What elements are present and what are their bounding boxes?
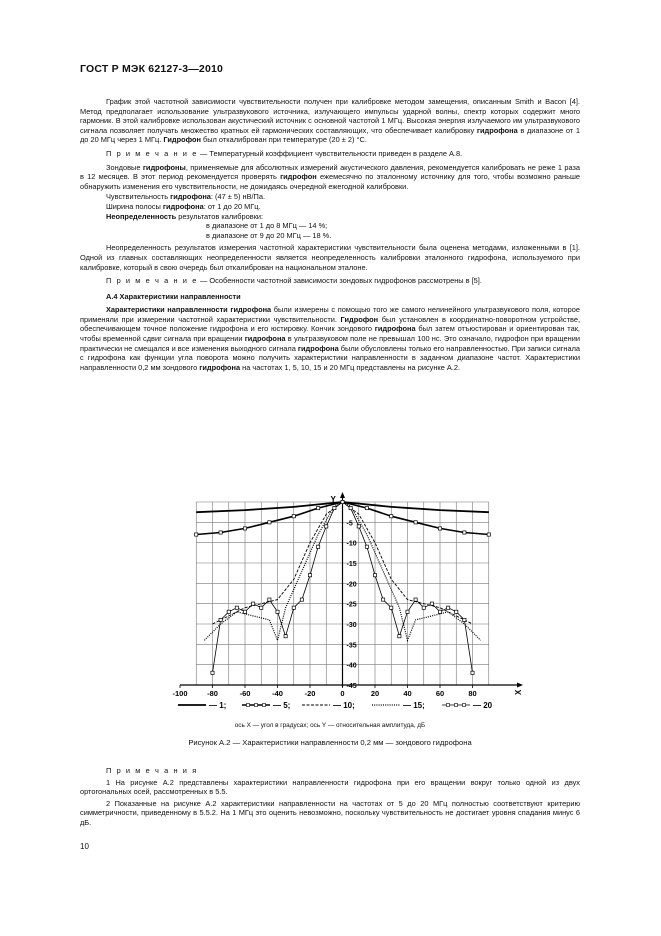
sensitivity-line (80, 192, 580, 202)
series-20-point (341, 500, 344, 503)
text-span: результатов калибровки: (176, 211, 264, 221)
directivity-chart (160, 490, 530, 718)
legend-label-5: — 5; (273, 701, 291, 710)
notes-title (80, 766, 580, 776)
bold-term: Гидрофон (340, 314, 379, 324)
y-tick-label: -20 (346, 581, 357, 589)
y-axis-arrow (340, 492, 345, 498)
series-20-point (390, 606, 393, 609)
bold-term: гидрофон (280, 172, 317, 182)
series-5-point (317, 507, 320, 510)
bold-term: гидрофона (297, 343, 339, 353)
y-tick-label: -40 (346, 662, 357, 670)
note-temperature (80, 149, 580, 159)
legend-marker (255, 704, 258, 707)
series-20-point (219, 618, 222, 621)
body-text-top (80, 97, 580, 376)
x-tick-label: -40 (272, 689, 283, 698)
series-20-point (357, 525, 360, 528)
bold-term: гидрофона (476, 125, 518, 135)
series-5-point (243, 527, 246, 530)
text-span: Зондовые (106, 162, 143, 172)
text-span: : (47 ± 5) нВ/Па. (210, 192, 266, 202)
series-20-point (349, 507, 352, 510)
legend-label-1: — 1; (209, 701, 227, 710)
text-span: были обусловлены только его направленностью. При записи сигнала с гидрофона как функции угла поворота можно получить характеристики направленности в заданном диапазоне частот. Характеристики направленности 0,2 мм зондового (80, 343, 581, 372)
note-probe-frequency (80, 276, 580, 286)
series-20-point (373, 574, 376, 577)
series-20-point (365, 545, 368, 548)
bold-term: гидрофона (162, 201, 204, 211)
series-20-point (292, 606, 295, 609)
series-20-point (414, 598, 417, 601)
y-axis-label: Y (330, 495, 336, 504)
bold-term: Неопределенность (106, 211, 177, 221)
x-tick-label: 0 (340, 689, 345, 698)
paragraph-calibration (80, 163, 580, 192)
series-5-point (195, 533, 198, 536)
legend-marker (455, 704, 458, 707)
legend-marker (263, 704, 266, 707)
series-20-point (382, 598, 385, 601)
x-tick-label: 20 (370, 689, 380, 698)
series-20-point (447, 606, 450, 609)
text-span: был откалиброван при температуре (20 ± 2) °С. (200, 135, 367, 145)
series-20-point (455, 610, 458, 613)
note-label: П р и м е ч а н и я (106, 766, 198, 775)
series-5-point (292, 515, 295, 518)
paragraph-method (80, 97, 580, 145)
series-20-point (317, 545, 320, 548)
series-5-point (463, 531, 466, 534)
x-tick-label: -60 (239, 689, 251, 698)
x-tick-label: 80 (468, 689, 477, 698)
note-item-1: 1 На рисунке А.2 представлены характеристики направленности гидрофона при его вращении вокруг только одной из двух ортогональных осей, рассмотренных в 5.5. (80, 777, 580, 797)
bandwidth-line (80, 202, 580, 212)
series-20-point (252, 602, 255, 605)
series-20-point (471, 671, 474, 674)
y-tick-label: -45 (346, 683, 357, 690)
series-20-point (406, 610, 409, 613)
text-span: был затем отъюстирован и ориентирован так, чтобы временной сдвиг сигнала при вращении (80, 324, 580, 344)
text-span: Ширина полосы (106, 201, 163, 211)
paragraph-directivity (80, 305, 580, 372)
bold-term: Гидрофон (163, 135, 201, 145)
document-header: ГОСТ Р МЭК 62127-3—2010 (80, 63, 224, 75)
series-20-point (430, 602, 433, 605)
text-span: в ультразвуковом поле не превышал 100 нс. Это означало, гидрофон при вращении практически не смещался и все изменения выходного сигнала (80, 334, 580, 353)
bold-term: гидрофона (374, 324, 416, 334)
bold-term: гидрофоны (142, 162, 186, 172)
bold-term: Характеристики направленности гидрофона (106, 305, 272, 315)
series-5-point (487, 533, 490, 536)
series-5-point (390, 515, 393, 518)
legend-marker (447, 704, 450, 707)
note-item-2: 2 Показанные на рисунке А.2 характеристики направленности на частотах от 5 до 20 МГц полностью соответствуют критерию симметричности, приведенному в 5.5.2. На 1 МГц это оценить невозможно, поскольку чувствительность не достигает уровня спадания минус 6 дБ. (80, 798, 580, 827)
text-span: были измерены с помощью того же самого нелинейного ультразвукового поля, которое применяли при измерении частотной характеристики чувствительности. (80, 305, 581, 324)
series-20-point (325, 525, 328, 528)
series-20-point (211, 671, 214, 674)
text-span: : от 1 до 20 МГц. (203, 201, 261, 211)
text-span: был установлен в координатно-поворотном устройстве, обеспечивающем точное положение гидрофона и его юстировку. Кончик зондового (80, 314, 580, 334)
series-5-point (219, 531, 222, 534)
note-label: П р и м е ч а н и е (106, 276, 198, 286)
text-span: в диапазоне от 1 до 20 МГц через 1 МГц. (80, 125, 580, 145)
note-text: — Температурный коэффициент чувствительности приведен в разделе А.8. (197, 148, 463, 158)
legend-marker (463, 704, 466, 707)
paragraph-uncertainty: Неопределенность результатов измерения частотной характеристики чувствительности была оценена методами, изложенными в [1]. Одной из главных составляющих неопределенности является неопределенность калибровки эталонного гидрофона, используемого при калибровке, который в свою очередь был откалиброван на национальном эталоне. (80, 243, 580, 272)
bold-term: гидрофона (170, 192, 211, 202)
bold-term: гидрофона (244, 334, 286, 344)
text-span: , применяемые для абсолютных измерений акустического давления, рекомендуется калибровать не реже 1 раза в 12 месяцев. (80, 162, 580, 182)
x-tick-label: -20 (304, 689, 316, 698)
y-tick-label: -30 (346, 622, 357, 629)
y-tick-label: -25 (346, 601, 357, 609)
legend-label-20: — 20 (473, 701, 493, 710)
legend-marker (247, 704, 250, 707)
series-20-point (333, 507, 336, 510)
series-5-point (438, 527, 441, 530)
y-tick-label: -35 (346, 642, 357, 650)
series-20-point (243, 610, 246, 613)
text-span: на частотах 1, 5, 10, 15 и 20 МГц представлены на рисунке А.2. (240, 362, 461, 372)
figure-caption: Рисунок А.2 — Характеристики направленности 0,2 мм — зондового гидрофона (188, 738, 472, 747)
x-axis-label: X (514, 689, 523, 695)
x-tick-label: -80 (207, 689, 218, 698)
y-tick-label: -10 (346, 540, 357, 548)
note-text: — Особенности частотной зависимости зондовых гидрофонов рассмотрены в [5]. (197, 276, 482, 286)
y-tick-label: -5 (346, 520, 353, 528)
series-5-point (414, 521, 417, 524)
range-line-1: в диапазоне от 1 до 8 МГц — 14 %; (206, 221, 328, 231)
text-span: График этой частотной зависимости чувствительности получен при калибровке методом замещения, описанным Smith и Bacon [4]. Метод предполагает использование ультразвукового источника, излучающего импульсы ударной волны, спектр которых содержит много гармоник. В этой калибровке использован акустический источник с основной частотой 1 МГц. Высокая энергия излучаемого им ультразвукового сигнала позволяет получать множество кратных ей гармонических составляющих, что обеспечивает калибровку (80, 97, 580, 135)
x-tick-label: -100 (172, 689, 188, 698)
text-span: ежемесячно по эталонному источнику для того, чтобы возможно раньше обнаружить изменения его чувствительности, не дожидаясь очередной ежегодной калибровки. (80, 172, 581, 191)
series-20-point (260, 606, 263, 609)
series-20-point (422, 606, 425, 609)
uncertainty-line (80, 212, 580, 222)
x-tick-label: 60 (435, 689, 445, 698)
series-5-point (365, 507, 368, 510)
range-line-2: в диапазоне от 9 до 20 МГц — 18 %. (206, 230, 332, 240)
series-5-point (268, 521, 271, 524)
axes-caption: ось X — угол в градусах; ось Y — относительная амплитуда, дБ (234, 722, 426, 729)
x-axis-arrow (517, 683, 523, 688)
note-label: П р и м е ч а н и е (106, 148, 198, 158)
series-20-point (300, 598, 303, 601)
y-tick-label: -15 (346, 561, 357, 568)
x-tick-label: 40 (403, 689, 412, 698)
section-title: А.4 Характеристики направленности (106, 291, 241, 301)
page-number: 10 (80, 842, 89, 851)
legend-label-10: — 10; (333, 701, 355, 710)
series-20-point (227, 610, 230, 613)
series-20-point (235, 606, 238, 609)
series-20-point (284, 635, 287, 638)
notes-block (80, 766, 580, 832)
series-20-point (398, 635, 401, 638)
bold-term: гидрофона (199, 362, 241, 372)
series-20-point (308, 574, 311, 577)
series-20-point (276, 610, 279, 613)
legend-label-15: — 15; (403, 701, 425, 710)
series-20-point (268, 598, 271, 601)
text-span: Чувствительность (106, 192, 171, 202)
series-20-point (438, 610, 441, 613)
text-span: В этот период рекомендуется проверять (132, 172, 281, 182)
series-20-point (463, 618, 466, 621)
